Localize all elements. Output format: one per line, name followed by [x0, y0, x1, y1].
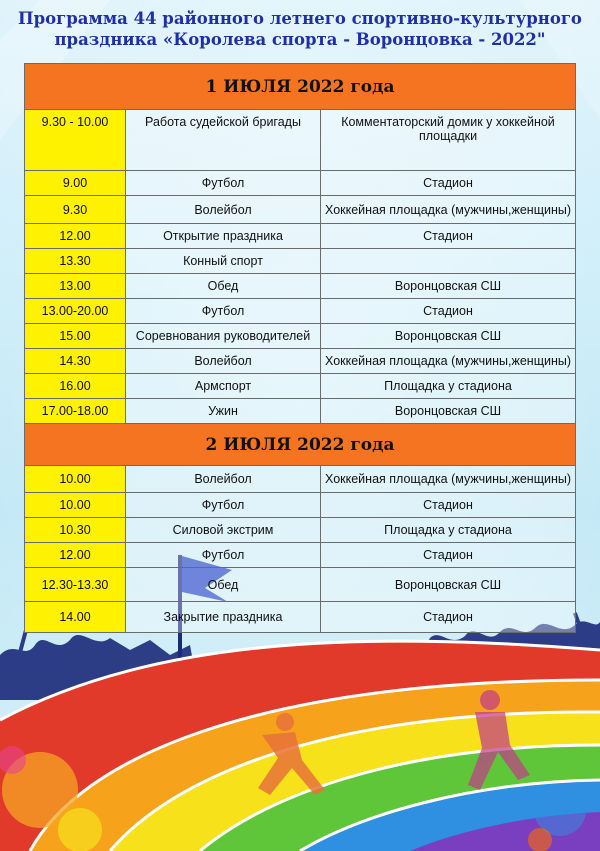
- time-cell: 16.00: [25, 374, 126, 399]
- activity-cell: Ужин: [126, 399, 321, 424]
- activity-cell: Футбол: [126, 543, 321, 568]
- location-cell: Площадка у стадиона: [321, 374, 576, 399]
- title-line-2: праздника «Королева спорта - Воронцовка - 2022": [54, 30, 546, 49]
- activity-cell: Футбол: [126, 171, 321, 196]
- activity-cell: Волейбол: [126, 466, 321, 493]
- day-header: 2 ИЮЛЯ 2022 года: [25, 424, 576, 466]
- location-cell: Стадион: [321, 602, 576, 633]
- page-title: [0, 8, 600, 50]
- schedule-table: [24, 63, 576, 633]
- time-cell: 9.00: [25, 171, 126, 196]
- location-cell: Стадион: [321, 493, 576, 518]
- day-header-row: [25, 64, 576, 110]
- table-row: [25, 324, 576, 349]
- activity-cell: Конный спорт: [126, 249, 321, 274]
- activity-cell: Футбол: [126, 493, 321, 518]
- location-cell: Стадион: [321, 543, 576, 568]
- table-row: [25, 224, 576, 249]
- location-cell: Воронцовская СШ: [321, 568, 576, 602]
- time-cell: 12.30-13.30: [25, 568, 126, 602]
- time-cell: 9.30 - 10.00: [25, 110, 126, 171]
- activity-cell: Обед: [126, 568, 321, 602]
- time-cell: 12.00: [25, 543, 126, 568]
- location-cell: Воронцовская СШ: [321, 399, 576, 424]
- table-row: [25, 374, 576, 399]
- time-cell: 13.00-20.00: [25, 299, 126, 324]
- activity-cell: Волейбол: [126, 196, 321, 224]
- location-cell: Комментаторский домик у хоккейной площадки: [321, 110, 576, 171]
- table-row: [25, 349, 576, 374]
- location-cell: Стадион: [321, 171, 576, 196]
- location-cell: Хоккейная площадка (мужчины,женщины): [321, 349, 576, 374]
- time-cell: 10.30: [25, 518, 126, 543]
- location-cell: Стадион: [321, 224, 576, 249]
- activity-cell: Волейбол: [126, 349, 321, 374]
- day-header: 1 ИЮЛЯ 2022 года: [25, 64, 576, 110]
- table-row: [25, 299, 576, 324]
- time-cell: 14.30: [25, 349, 126, 374]
- table-row: [25, 171, 576, 196]
- location-cell: Площадка у стадиона: [321, 518, 576, 543]
- day-header-row: [25, 424, 576, 466]
- activity-cell: Закрытие праздника: [126, 602, 321, 633]
- table-row: [25, 568, 576, 602]
- table-row: [25, 110, 576, 171]
- title-line-1: Программа 44 районного летнего спортивно-культурного: [18, 9, 582, 28]
- time-cell: 10.00: [25, 466, 126, 493]
- activity-cell: Соревнования руководителей: [126, 324, 321, 349]
- location-cell: Хоккейная площадка (мужчины,женщины): [321, 466, 576, 493]
- table-row: [25, 493, 576, 518]
- table-row: [25, 399, 576, 424]
- time-cell: 14.00: [25, 602, 126, 633]
- table-row: [25, 196, 576, 224]
- table-row: [25, 249, 576, 274]
- time-cell: 10.00: [25, 493, 126, 518]
- time-cell: 12.00: [25, 224, 126, 249]
- activity-cell: Обед: [126, 274, 321, 299]
- table-row: [25, 518, 576, 543]
- time-cell: 17.00-18.00: [25, 399, 126, 424]
- activity-cell: Армспорт: [126, 374, 321, 399]
- location-cell: Воронцовская СШ: [321, 324, 576, 349]
- activity-cell: Футбол: [126, 299, 321, 324]
- location-cell: Хоккейная площадка (мужчины,женщины): [321, 196, 576, 224]
- location-cell: Воронцовская СШ: [321, 274, 576, 299]
- activity-cell: Силовой экстрим: [126, 518, 321, 543]
- table-row: [25, 543, 576, 568]
- table-row: [25, 274, 576, 299]
- location-cell: Стадион: [321, 299, 576, 324]
- time-cell: 13.30: [25, 249, 126, 274]
- table-row: [25, 602, 576, 633]
- time-cell: 15.00: [25, 324, 126, 349]
- activity-cell: Работа судейской бригады: [126, 110, 321, 171]
- time-cell: 9.30: [25, 196, 126, 224]
- time-cell: 13.00: [25, 274, 126, 299]
- activity-cell: Открытие праздника: [126, 224, 321, 249]
- table-row: [25, 466, 576, 493]
- location-cell: [321, 249, 576, 274]
